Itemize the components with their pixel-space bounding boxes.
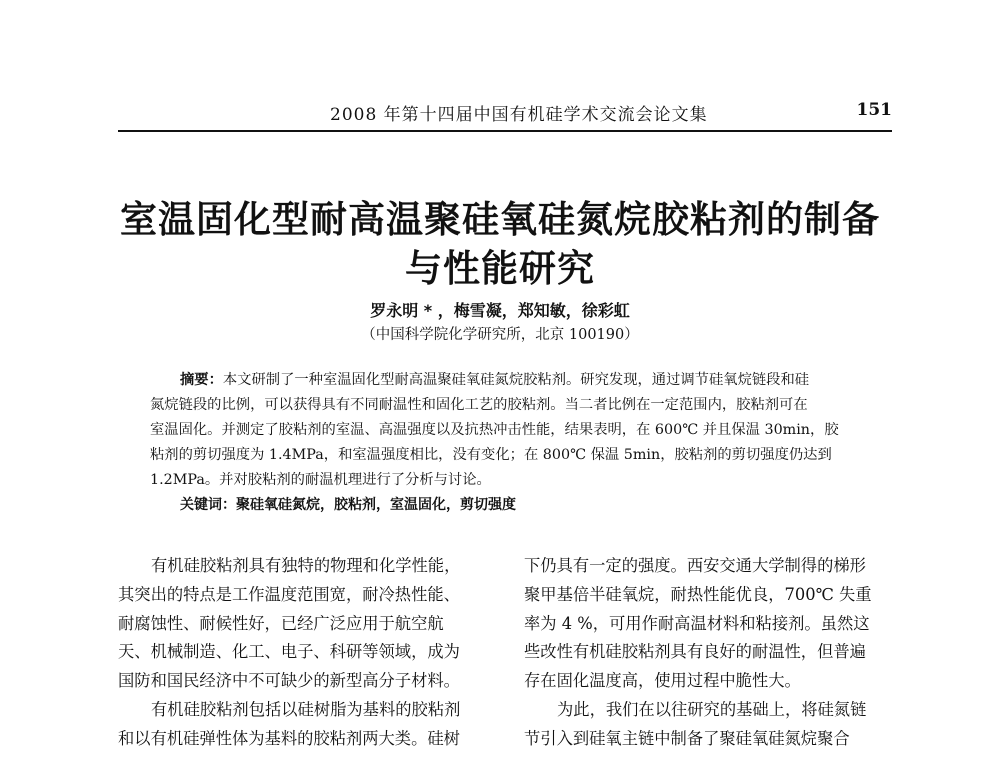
keywords-text: 聚硅氧硅氮烷，胶粘剂，室温固化，剪切强度 (236, 497, 516, 513)
body-line: 天、机械制造、化工、电子、科研等领域，成为 (118, 642, 460, 662)
body-line: 耐腐蚀性、耐候性好，已经广泛应用于航空航 (118, 613, 444, 633)
body-line: 和以有机硅弹性体为基料的胶粘剂两大类。硅树 (118, 728, 460, 748)
abstract-line: 氮烷链段的比例，可以获得具有不同耐温性和固化工艺的胶粘剂。当二者比例在一定范围内，胶粘剂可在 (150, 397, 808, 413)
body-line: 其突出的特点是工作温度范围宽，耐冷热性能、 (118, 584, 460, 604)
keywords-label: 关键词： (180, 497, 236, 513)
abstract-line: 粘剂的剪切强度为 1.4MPa，和室温强度相比，没有变化；在 800℃ 保温 5min，胶粘剂的剪切强度仍达到 (150, 447, 832, 463)
abstract (150, 368, 866, 518)
body-line: 些改性有机硅胶粘剂具有良好的耐温性，但普遍 (524, 642, 866, 662)
body-line: 有机硅胶粘剂具有独特的物理和化学性能， (151, 556, 461, 575)
running-head-title: 2008 年第十四届中国有机硅学术交流会论文集 (330, 105, 708, 125)
keywords (150, 493, 866, 518)
paper-title-line-2: 与性能研究 (405, 246, 595, 290)
abstract-text: 本文研制了一种室温固化型耐高温聚硅氧硅氮烷胶粘剂。研究发现，通过调节硅氧烷链段和硅 (222, 372, 810, 388)
body-line: 存在固化温度高，使用过程中脆性大。 (524, 671, 801, 691)
paper-title-line-1: 室温固化型耐高温聚硅氧硅氮烷胶粘剂的制备 (120, 197, 880, 241)
abstract-label: 摘要： (180, 372, 223, 388)
abstract-line: 室温固化。并测定了胶粘剂的室温、高温强度以及抗热冲击性能，结果表明，在 600℃ 并且保温 30min，胶 (150, 422, 839, 438)
affiliation: （中国科学院化学研究所，北京 100190） (361, 327, 639, 343)
body-column-right (524, 552, 899, 754)
body-line: 率为 4 %，可用作耐高温材料和粘接剂。虽然这 (524, 613, 870, 633)
body-line: 下仍具有一定的强度。西安交通大学制得的梯形 (524, 556, 866, 575)
abstract-line: 1.2MPa。并对胶粘剂的耐温机理进行了分析与讨论。 (150, 472, 491, 488)
abstract-line (150, 368, 866, 393)
body-line: 为此，我们在以往研究的基础上，将硅氮链 (557, 699, 867, 719)
body-line: 有机硅胶粘剂包括以硅树脂为基料的胶粘剂 (151, 699, 461, 719)
body-line: 国防和国民经济中不可缺少的新型高分子材料。 (118, 671, 460, 691)
page-number: 151 (856, 100, 892, 120)
body-line: 聚甲基倍半硅氧烷，耐热性能优良，700℃ 失重 (524, 584, 872, 604)
body-column-left (118, 552, 503, 754)
running-header (118, 96, 892, 126)
body-line: 节引入到硅氧主链中制备了聚硅氧硅氮烷聚合 (524, 728, 850, 748)
author-list: 罗永明 * ，梅雪凝，郑知敏，徐彩虹 (370, 301, 630, 320)
header-rule (118, 130, 892, 132)
